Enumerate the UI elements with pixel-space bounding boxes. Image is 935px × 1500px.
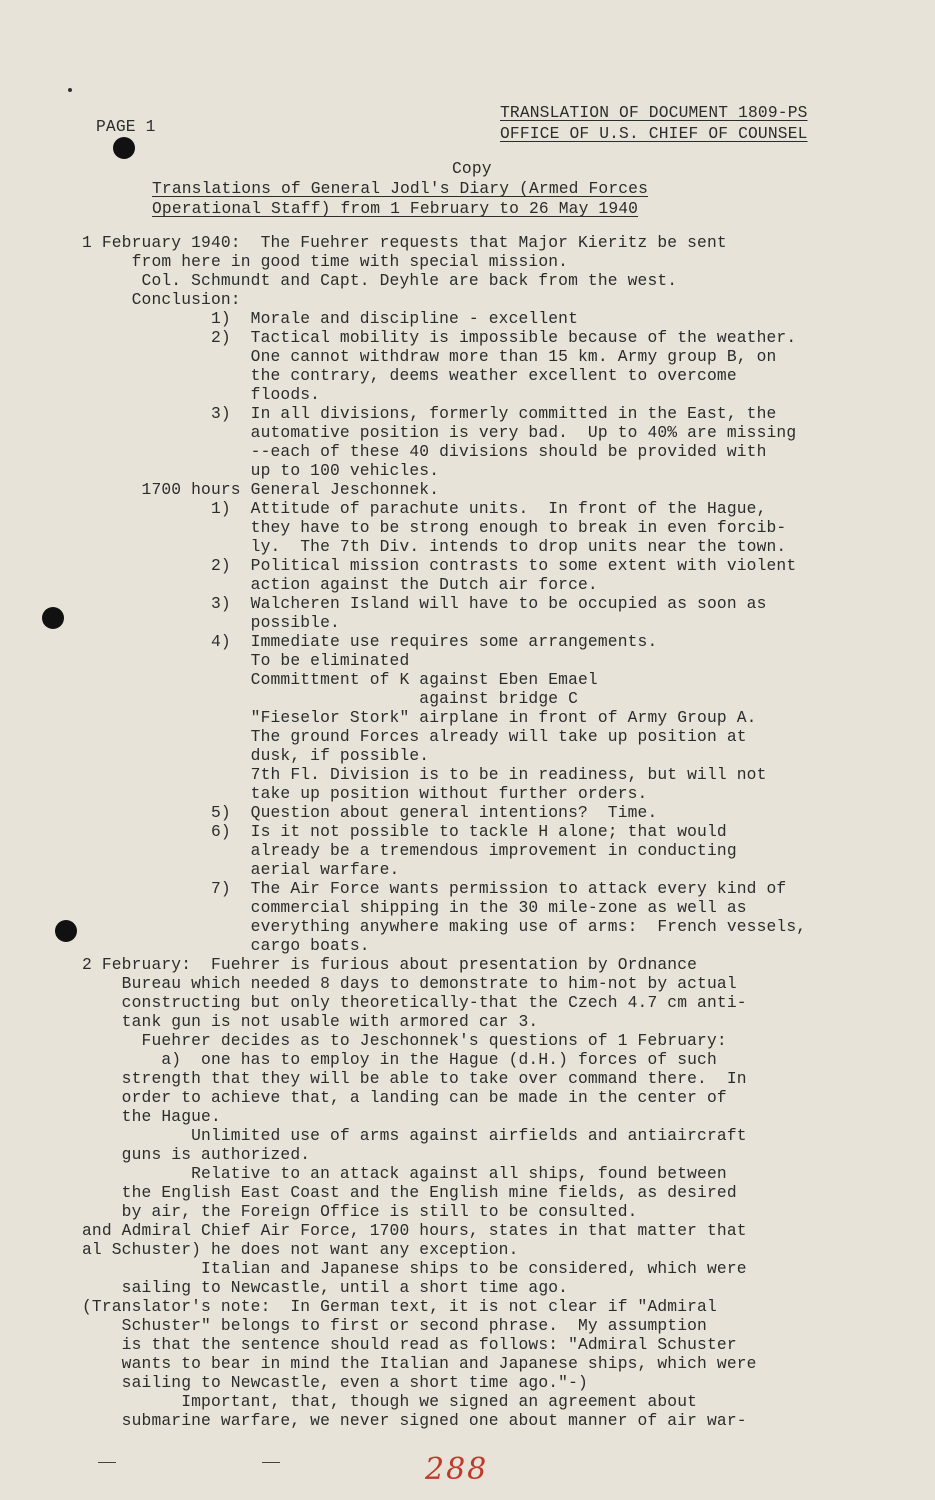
office-header: OFFICE OF U.S. CHIEF OF COUNSEL — [500, 124, 808, 143]
punch-hole-top — [113, 137, 135, 159]
body-line: the Hague. — [82, 1107, 221, 1126]
body-line: 1) Morale and discipline - excellent — [82, 309, 579, 328]
body-line: order to achieve that, a landing can be made in the center of — [82, 1088, 727, 1107]
body-line: Committment of K against Eben Emael — [82, 670, 598, 689]
bottom-margin-mark-2 — [262, 1462, 280, 1463]
copy-label: Copy — [452, 159, 492, 178]
body-line: Schuster" belongs to first or second phrase. My assumption — [82, 1316, 707, 1335]
body-line: 1) Attitude of parachute units. In front of the Hague, — [82, 499, 767, 518]
body-line: Important, that, though we signed an agreement about — [82, 1392, 698, 1411]
handwritten-page-number: 288 — [425, 1452, 489, 1487]
body-line: 7th Fl. Division is to be in readiness, but will not — [82, 765, 767, 784]
body-line: action against the Dutch air force. — [82, 575, 598, 594]
body-line: To be eliminated — [82, 651, 410, 670]
body-line: 6) Is it not possible to tackle H alone; that would — [82, 822, 727, 841]
body-line: constructing but only theoretically-that the Czech 4.7 cm anti- — [82, 993, 747, 1012]
body-line: Bureau which needed 8 days to demonstrate to him-not by actual — [82, 974, 737, 993]
body-line: against bridge C — [82, 689, 579, 708]
body-line: and Admiral Chief Air Force, 1700 hours, states in that matter that — [82, 1221, 747, 1240]
body-line: they have to be strong enough to break in even forcib- — [82, 518, 787, 537]
body-line: 3) Walcheren Island will have to be occupied as soon as — [82, 594, 767, 613]
body-line: sailing to Newcastle, until a short time ago. — [82, 1278, 569, 1297]
body-line: One cannot withdraw more than 15 km. Army group B, on — [82, 347, 777, 366]
body-line: from here in good time with special mission. — [82, 252, 569, 271]
body-line: dusk, if possible. — [82, 746, 430, 765]
page-label: PAGE 1 — [96, 117, 156, 136]
body-line: ly. The 7th Div. intends to drop units near the town. — [82, 537, 787, 556]
ink-speck — [68, 88, 72, 92]
body-line: 7) The Air Force wants permission to attack every kind of — [82, 879, 787, 898]
body-line: al Schuster) he does not want any exception. — [82, 1240, 519, 1259]
body-line: --each of these 40 divisions should be provided with — [82, 442, 767, 461]
body-line: (Translator's note: In German text, it is not clear if "Admiral — [82, 1297, 717, 1316]
document-title-line-1: Translations of General Jodl's Diary (Armed Forces — [152, 179, 649, 198]
body-line: is that the sentence should read as follows: "Admiral Schuster — [82, 1335, 737, 1354]
body-line: cargo boats. — [82, 936, 370, 955]
body-line: possible. — [82, 613, 340, 632]
body-line: 1 February 1940: The Fuehrer requests that Major Kieritz be sent — [82, 233, 727, 252]
body-line: 2) Political mission contrasts to some extent with violent — [82, 556, 797, 575]
body-line: by air, the Foreign Office is still to be consulted. — [82, 1202, 638, 1221]
body-line: The ground Forces already will take up position at — [82, 727, 747, 746]
body-line: 2) Tactical mobility is impossible because of the weather. — [82, 328, 797, 347]
body-line: aerial warfare. — [82, 860, 400, 879]
translation-header: TRANSLATION OF DOCUMENT 1809-PS — [500, 103, 808, 122]
body-line: commercial shipping in the 30 mile-zone as well as — [82, 898, 747, 917]
body-line: Relative to an attack against all ships, found between — [82, 1164, 727, 1183]
body-line: Unlimited use of arms against airfields and antiaircraft — [82, 1126, 747, 1145]
body-line: Conclusion: — [82, 290, 241, 309]
body-line: 1700 hours General Jeschonnek. — [82, 480, 440, 499]
body-line: already be a tremendous improvement in conducting — [82, 841, 737, 860]
body-line: strength that they will be able to take over command there. In — [82, 1069, 747, 1088]
body-line: "Fieselor Stork" airplane in front of Army Group A. — [82, 708, 757, 727]
body-line: Italian and Japanese ships to be considered, which were — [82, 1259, 747, 1278]
body-line: tank gun is not usable with armored car 3. — [82, 1012, 539, 1031]
body-line: floods. — [82, 385, 321, 404]
body-line: 2 February: Fuehrer is furious about presentation by Ordnance — [82, 955, 698, 974]
body-line: take up position without further orders. — [82, 784, 648, 803]
body-line: the English East Coast and the English mine fields, as desired — [82, 1183, 737, 1202]
body-line: up to 100 vehicles. — [82, 461, 440, 480]
body-line: sailing to Newcastle, even a short time ago."-) — [82, 1373, 588, 1392]
body-line: a) one has to employ in the Hague (d.H.) forces of such — [82, 1050, 717, 1069]
body-line: 3) In all divisions, formerly committed in the East, the — [82, 404, 777, 423]
body-line: 4) Immediate use requires some arrangements. — [82, 632, 658, 651]
body-line: the contrary, deems weather excellent to overcome — [82, 366, 737, 385]
body-line: everything anywhere making use of arms: French vessels, — [82, 917, 807, 936]
body-line: automative position is very bad. Up to 40% are missing — [82, 423, 797, 442]
body-line: guns is authorized. — [82, 1145, 311, 1164]
bottom-margin-mark — [98, 1462, 116, 1463]
document-title-line-2: Operational Staff) from 1 February to 26 May 1940 — [152, 199, 639, 218]
body-line: Fuehrer decides as to Jeschonnek's questions of 1 February: — [82, 1031, 727, 1050]
body-line: wants to bear in mind the Italian and Japanese ships, which were — [82, 1354, 757, 1373]
body-line: Col. Schmundt and Capt. Deyhle are back from the west. — [82, 271, 678, 290]
punch-hole-bottom — [55, 920, 77, 942]
body-line: submarine warfare, we never signed one about manner of air war- — [82, 1411, 747, 1430]
body-line: 5) Question about general intentions? Time. — [82, 803, 658, 822]
punch-hole-middle — [42, 607, 64, 629]
